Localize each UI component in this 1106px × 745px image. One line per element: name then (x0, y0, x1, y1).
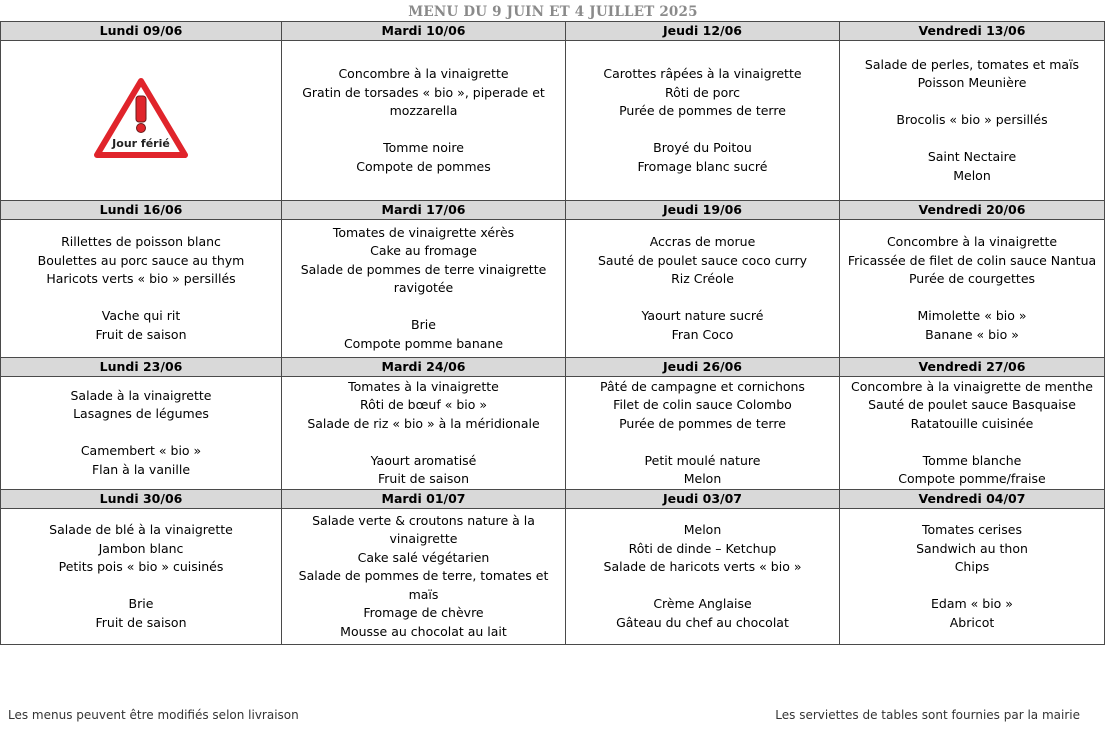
menu-item: Sauté de poulet sauce coco curry (597, 252, 808, 268)
exclamation-bar (136, 96, 146, 122)
menu-item: Salade de haricots verts « bio » (603, 559, 802, 574)
day-header: Lundi 30/06 (1, 490, 282, 509)
menu-spacer (282, 121, 565, 140)
day-header: Mardi 01/07 (282, 490, 566, 509)
menu-item: Petit moulé nature (644, 452, 761, 468)
menu-spacer (566, 433, 839, 452)
menu-item: Purée de courgettes (908, 271, 1036, 286)
holiday-warning-icon (93, 76, 189, 160)
menu-item: Broyé du Poitou (653, 140, 752, 155)
day-header: Vendredi 04/07 (840, 490, 1105, 509)
day-menu (282, 377, 566, 490)
day-menu (1, 509, 282, 645)
week-menu-row (1, 41, 1105, 201)
menu-item: Compote de pommes (356, 158, 491, 174)
menu-item: Accras de morue (649, 234, 756, 249)
menu-item: Melon (683, 471, 722, 486)
menu-spacer (566, 577, 839, 596)
menu-item: Tomates de vinaigrette xérès (332, 224, 515, 240)
menu-item: Sauté de poulet sauce Basquaise (868, 397, 1076, 412)
day-menu (282, 509, 566, 645)
menu-item: Vache qui rit (101, 308, 181, 323)
menu-item: Sandwich au thon (916, 540, 1028, 556)
menu-item: Filet de colin sauce Colombo (613, 397, 792, 412)
menu-item: Petits pois « bio » cuisinés (58, 559, 224, 574)
week-menu-row (1, 220, 1105, 358)
week-header-row (1, 22, 1105, 41)
day-menu (566, 377, 840, 490)
menu-spacer (1, 577, 281, 596)
menu-item: Salade de pommes de terre vinaigrette ravigotée (300, 261, 547, 296)
menu-item: Melon (683, 522, 722, 537)
day-header: Mardi 10/06 (282, 22, 566, 41)
menu-item: Melon (953, 167, 991, 183)
menu-item: Purée de pommes de terre (619, 103, 786, 118)
menu-spacer (840, 93, 1104, 112)
menu-item: Ratatouille cuisinée (910, 415, 1034, 431)
menu-item: Banane « bio » (925, 326, 1019, 342)
menu-item: Flan à la vanille (91, 461, 191, 477)
day-menu (840, 41, 1105, 201)
menu-item: Salade de pommes de terre, tomates et maïs (298, 568, 549, 602)
menu-spacer (840, 577, 1104, 596)
menu-item: Brocolis « bio » persillés (896, 112, 1048, 128)
menu-item: Tomme noire (383, 140, 464, 155)
menu-item: Fran Coco (671, 326, 734, 342)
menu-item: Gratin de torsades « bio », piperade et mozzarella (302, 84, 545, 118)
day-menu (1, 377, 282, 490)
menu-item: Cake au fromage (370, 243, 477, 259)
day-menu (1, 220, 282, 358)
menu-item: Salade de blé à la vinaigrette (49, 522, 233, 537)
day-header: Lundi 16/06 (1, 201, 282, 220)
menu-item: Fricassée de filet de colin sauce Nantua (847, 252, 1097, 268)
holiday-label: Jour férié (112, 136, 170, 150)
day-header: Mardi 17/06 (282, 201, 566, 220)
menu-item: Rôti de dinde – Ketchup (628, 540, 777, 556)
menu-item: Fromage de chèvre (363, 605, 484, 621)
menu-item: Lasagnes de légumes (73, 406, 209, 422)
day-menu (840, 509, 1105, 645)
menu-item: Mousse au chocolat au lait (340, 623, 507, 639)
menu-item: Fruit de saison (95, 614, 187, 630)
day-header: Jeudi 03/07 (566, 490, 840, 509)
day-header: Vendredi 20/06 (840, 201, 1105, 220)
exclamation-dot (137, 123, 146, 132)
menu-item: Tomates cerises (922, 522, 1022, 537)
menu-item: Salade à la vinaigrette (70, 387, 212, 403)
day-header: Jeudi 12/06 (566, 22, 840, 41)
day-header: Mardi 24/06 (282, 358, 566, 377)
menu-item: Compote pomme/fraise (898, 471, 1046, 486)
menu-item: Concombre à la vinaigrette (338, 66, 509, 81)
menu-spacer (840, 130, 1104, 149)
menu-item: Concombre à la vinaigrette (886, 234, 1058, 249)
day-header: Vendredi 27/06 (840, 358, 1105, 377)
menu-item: Camembert « bio » (80, 443, 202, 459)
menu-item: Cake salé végétarien (357, 549, 490, 565)
menu-item: Yaourt nature sucré (641, 308, 764, 323)
menu-item: Compote pomme banane (343, 335, 504, 351)
menu-item: Edam « bio » (931, 596, 1013, 611)
week-header-row (1, 490, 1105, 509)
page-title: MENU DU 9 JUIN ET 4 JUILLET 2025 (408, 4, 698, 20)
menu-item: Abricot (949, 614, 995, 630)
menu-item: Concombre à la vinaigrette de menthe (851, 378, 1093, 394)
menu-spacer (840, 289, 1104, 308)
menu-item: Brie (128, 596, 154, 611)
menu-item: Riz Créole (671, 271, 734, 286)
week-header-row (1, 201, 1105, 220)
menu-item: Poisson Meunière (917, 75, 1027, 91)
menu-spacer (282, 433, 565, 452)
menu-item: Pâté de campagne et cornichons (600, 378, 805, 394)
menu-item: Gâteau du chef au chocolat (616, 614, 789, 630)
menu-spacer (840, 433, 1104, 452)
menu-item: Fruit de saison (377, 471, 469, 486)
menu-item: Fruit de saison (95, 326, 187, 342)
menu-item: Mimolette « bio » (917, 308, 1027, 323)
menu-item: Rôti de bœuf « bio » (359, 397, 488, 412)
menu-item: Carottes râpées à la vinaigrette (603, 66, 802, 81)
menu-spacer (566, 289, 839, 308)
menu-item: Salade de riz « bio » à la méridionale (307, 415, 540, 431)
menu-item: Brie (411, 317, 436, 333)
week-menu-row (1, 377, 1105, 490)
day-header: Jeudi 19/06 (566, 201, 840, 220)
menu-item: Jambon blanc (98, 540, 184, 556)
menu-item: Chips (954, 559, 990, 574)
menu-item: Rôti de porc (664, 84, 741, 100)
day-menu (566, 220, 840, 358)
menu-item: Fromage blanc sucré (637, 158, 768, 174)
day-menu (282, 41, 566, 201)
menu-item: Rillettes de poisson blanc (61, 234, 221, 249)
day-menu (1, 41, 282, 201)
day-menu (566, 509, 840, 645)
menu-spacer (1, 424, 281, 443)
week-header-row (1, 358, 1105, 377)
menu-item: Purée de pommes de terre (619, 415, 786, 431)
menu-item: Salade de perles, tomates et maïs (864, 56, 1080, 72)
day-menu (566, 41, 840, 201)
day-menu (840, 377, 1105, 490)
day-header: Vendredi 13/06 (840, 22, 1105, 41)
menu-item: Crème Anglaise (653, 596, 752, 611)
footer-note-left: Les menus peuvent être modifiés selon livraison (8, 708, 299, 722)
menu-item: Tomates à la vinaigrette (348, 378, 499, 394)
week-menu-row (1, 509, 1105, 645)
day-header: Lundi 23/06 (1, 358, 282, 377)
menu-item: Saint Nectaire (927, 149, 1017, 165)
menu-item: Salade verte & croutons nature à la vinaigrette (312, 512, 535, 547)
menu-item: Haricots verts « bio » persillés (46, 271, 236, 286)
day-header: Jeudi 26/06 (566, 358, 840, 377)
menu-item: Yaourt aromatisé (370, 452, 477, 468)
day-menu (840, 220, 1105, 358)
menu-spacer (566, 121, 839, 140)
menu-spacer (282, 298, 565, 317)
menu-spacer (1, 289, 281, 308)
day-header: Lundi 09/06 (1, 22, 282, 41)
menu-item: Tomme blanche (922, 452, 1022, 468)
day-menu (282, 220, 566, 358)
menu-item: Boulettes au porc sauce au thym (37, 252, 245, 268)
menu-table (0, 21, 1105, 645)
footer-note-right: Les serviettes de tables sont fournies par la mairie (775, 708, 1080, 722)
